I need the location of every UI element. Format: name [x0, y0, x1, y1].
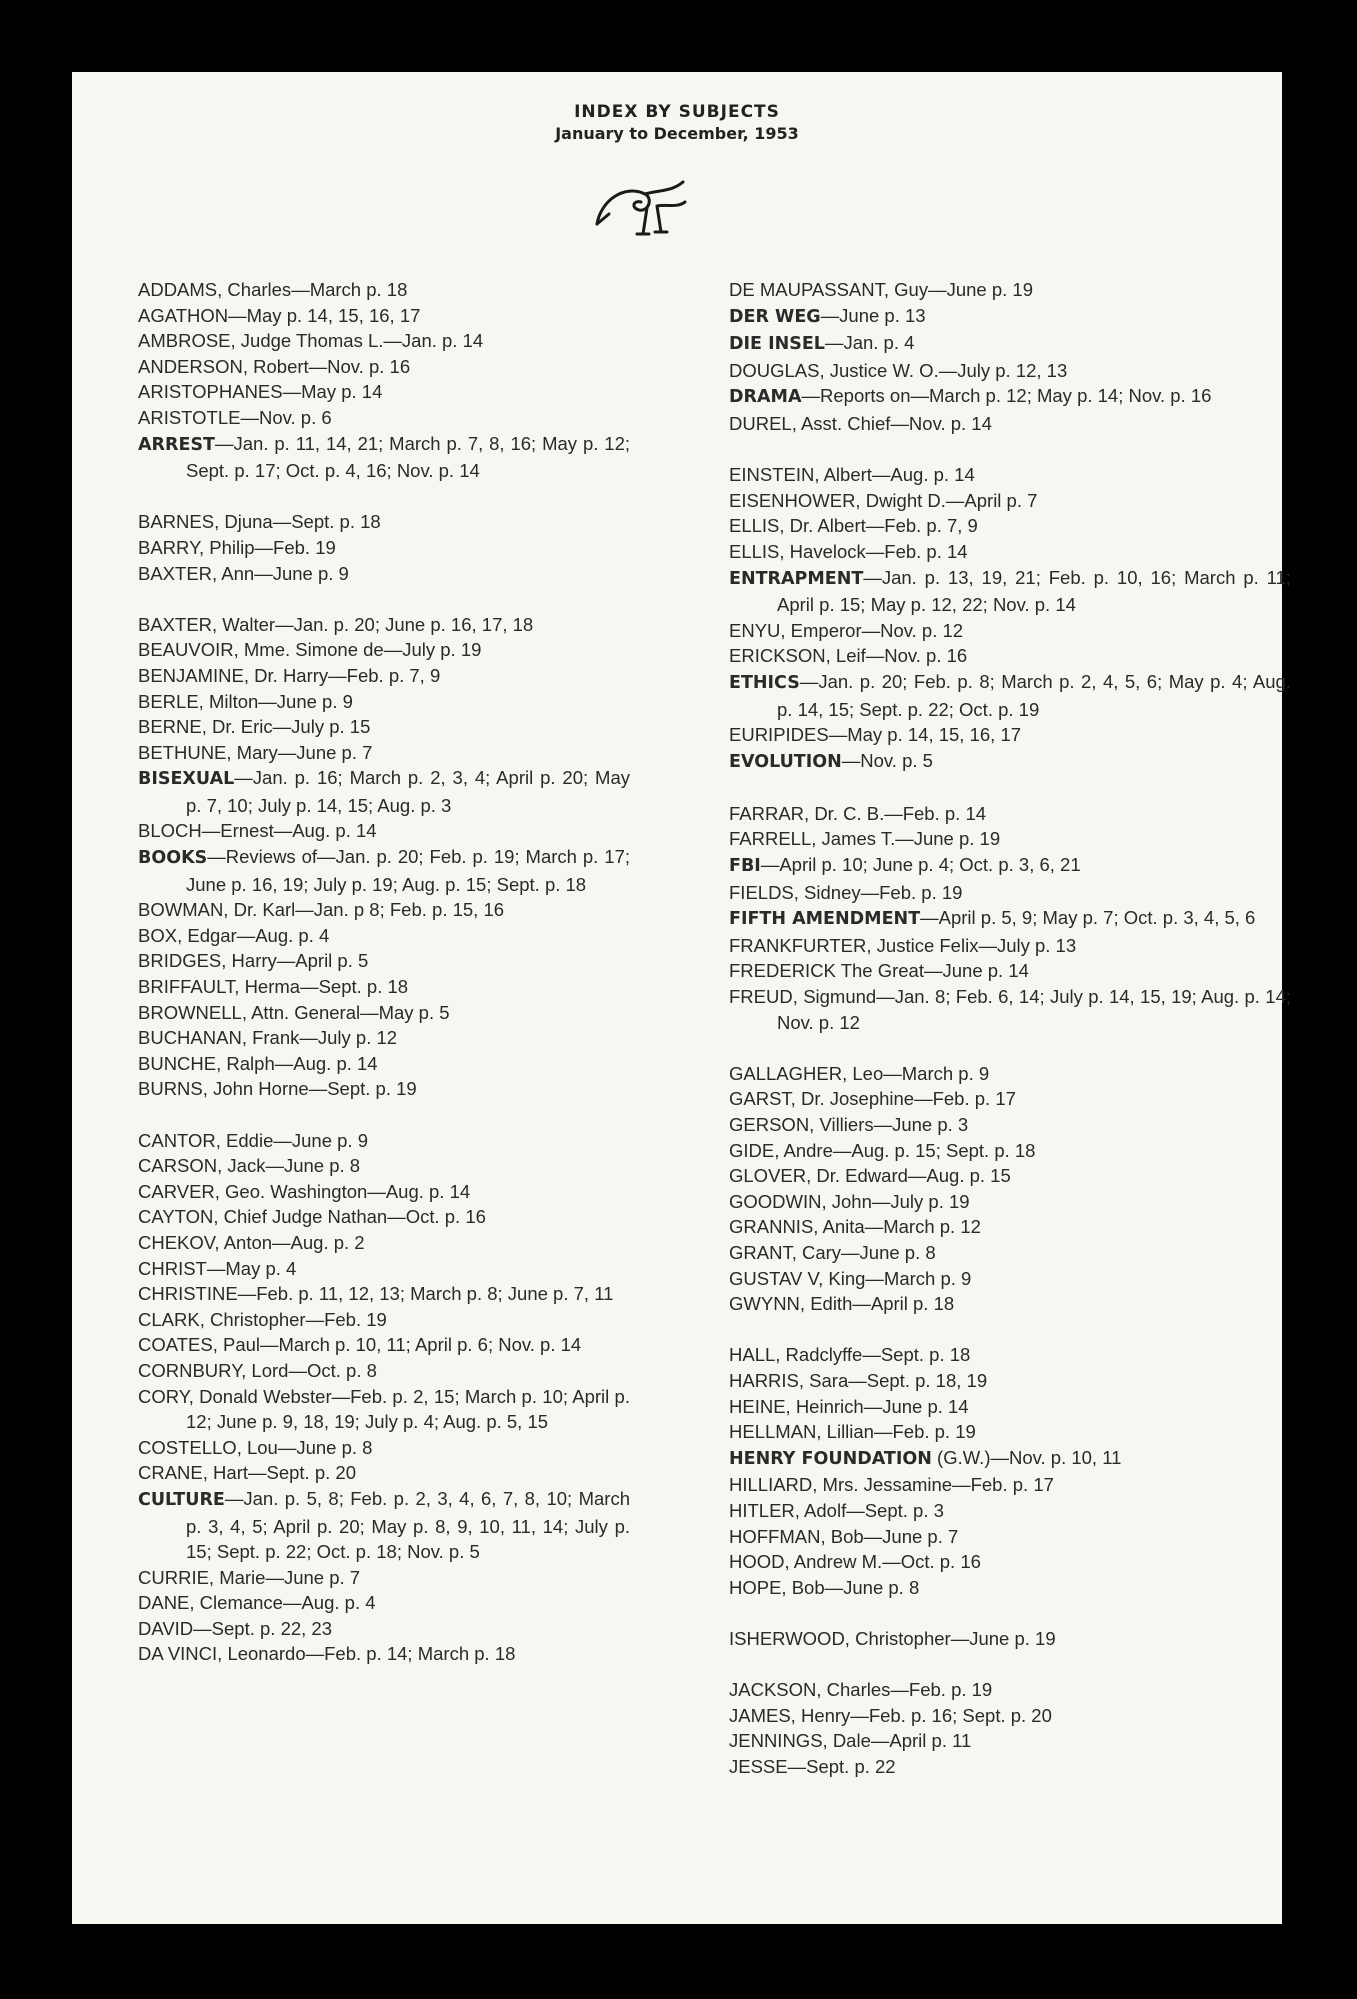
entry-references: —Feb. p. 19 [873, 1421, 976, 1443]
entry-spacer [729, 1035, 1291, 1061]
entry-references: —Nov. p. 6 [240, 406, 332, 428]
entry-references: (G.W.)—Nov. p. 10, 11 [931, 1446, 1122, 1468]
entry-references: —Jan. p. 14 [383, 330, 484, 352]
index-entry [729, 669, 1291, 722]
entry-references: —Oct. p. 16 [882, 1551, 981, 1573]
entry-references: —April p. 10; June p. 4; Oct. p. 3, 6, 21 [760, 854, 1081, 876]
index-column-right [729, 277, 1291, 1779]
entry-spacer [729, 437, 1291, 463]
entry-references: —Nov. p. 16 [308, 355, 411, 377]
entry-subject: BAXTER, Ann [138, 562, 255, 584]
entry-references: —Aug. p. 4 [282, 1592, 376, 1614]
index-entry [138, 1076, 630, 1102]
entry-subject: HITLER, Adolf [729, 1499, 847, 1521]
entry-references: —June p. 9 [258, 690, 353, 712]
entry-subject: HENRY FOUNDATION [729, 1448, 932, 1469]
entry-subject: BOWMAN, Dr. Karl [138, 899, 296, 921]
entry-references: —Sept. p. 20 [248, 1462, 356, 1484]
entry-references: —May p. 5 [360, 1001, 450, 1023]
entry-subject: DOUGLAS, Justice W. O. [729, 359, 939, 381]
index-entry [729, 1728, 1291, 1754]
entry-references: —June p. 7 [863, 1525, 959, 1547]
entry-subject: ARREST [138, 434, 215, 455]
entry-references: —June p. 8 [841, 1241, 936, 1263]
entry-subject: HALL, Radclyffe [729, 1344, 863, 1366]
entry-subject: DAVID [138, 1617, 194, 1639]
entry-subject: CARSON, Jack [138, 1155, 266, 1177]
entry-spacer [138, 484, 630, 510]
index-entry [729, 1549, 1291, 1575]
entry-references: —Feb. p. 19 [860, 881, 963, 903]
index-entry [138, 923, 630, 949]
entry-references: —Sept. p. 18 [862, 1344, 971, 1366]
entry-references: —Feb. p. 17 [952, 1474, 1054, 1496]
index-entry [729, 277, 1291, 303]
page-title: INDEX BY SUBJECTS [574, 102, 780, 122]
index-entry [729, 905, 1291, 933]
entry-subject: BETHUNE, Mary [138, 741, 278, 763]
entry-references: —April p. 18 [852, 1293, 955, 1315]
entry-references: —July p. 15 [272, 716, 371, 738]
entry-references: —Sept. p. 3 [846, 1499, 944, 1521]
entry-references: —March p. 9 [883, 1062, 990, 1084]
index-entry [138, 535, 630, 561]
index-entry [138, 1641, 630, 1667]
entry-references: —Aug. p. 14 [274, 1052, 378, 1074]
entry-subject: ADDAMS, Charles [138, 279, 292, 300]
index-entry [138, 1128, 630, 1154]
index-entry [729, 643, 1291, 669]
index-entry [729, 1163, 1291, 1189]
entry-subject: CAYTON, Chief Judge Nathan [138, 1206, 388, 1228]
entry-subject: GALLAGHER, Leo [729, 1062, 884, 1084]
index-entry [729, 1703, 1291, 1729]
index-entry [729, 330, 1291, 358]
index-entry [138, 1486, 630, 1565]
entry-subject: BEAUVOIR, Mme. Simone de [138, 639, 384, 661]
entry-references: —June p. 19 [928, 279, 1033, 300]
entry-references: —Jan. p. 13, 19, 21; Feb. p. 10, 16; March p. 11; April p. 15; May p. 12, 22; Nov. p. 14 [777, 566, 1291, 616]
entry-references: —July p. 19 [871, 1190, 970, 1212]
entry-subject: CURRIE, Marie [138, 1566, 266, 1588]
index-entry [138, 1179, 630, 1205]
entry-subject: CORY, Donald Webster [138, 1385, 332, 1407]
entry-references: —May p. 14, 15, 16, 17 [828, 724, 1022, 746]
entry-references: —Sept. p. 18 [300, 976, 409, 998]
entry-subject: HEINE, Heinrich [729, 1395, 864, 1417]
index-entry [729, 1291, 1291, 1317]
entry-subject: GRANNIS, Anita [729, 1216, 865, 1238]
entry-references: —Nov. p. 14 [890, 412, 992, 434]
entry-references: —Sept. p. 22 [787, 1755, 896, 1777]
entry-subject: BUCHANAN, Frank [138, 1027, 300, 1049]
entry-subject: HILLIARD, Mrs. Jessamine [729, 1474, 953, 1496]
entry-spacer [729, 1600, 1291, 1626]
entry-subject: EISENHOWER, Dwight D. [729, 489, 946, 511]
index-entry [729, 462, 1291, 488]
entry-references: —Aug. p. 14 [871, 464, 975, 486]
index-entry [729, 1626, 1291, 1652]
entry-subject: CULTURE [138, 1489, 225, 1510]
bird-mark-icon [587, 172, 697, 247]
entry-references: —June p. 7 [265, 1566, 361, 1588]
entry-subject: ERICKSON, Leif [729, 645, 866, 667]
index-entry [729, 539, 1291, 565]
index-entry [138, 509, 630, 535]
index-entry [138, 328, 630, 354]
entry-spacer [138, 586, 630, 612]
entry-subject: BUNCHE, Ralph [138, 1052, 275, 1074]
entry-subject: BOOKS [138, 848, 208, 869]
entry-subject: ANDERSON, Robert [138, 355, 309, 377]
entry-references: —Feb. p. 11, 12, 13; March p. 8; June p. 7, 11 [237, 1283, 614, 1305]
entry-subject: AGATHON [138, 304, 229, 326]
entry-references: —July p. 13 [978, 934, 1077, 956]
entry-subject: ENTRAPMENT [729, 568, 864, 589]
index-entry [729, 1445, 1291, 1473]
index-entry [138, 277, 630, 303]
entry-subject: GUSTAV V, King [729, 1267, 866, 1289]
entry-references: —June p. 8 [277, 1436, 373, 1458]
index-entry [729, 933, 1291, 959]
entry-references: —July p. 19 [383, 639, 482, 661]
entry-references: —Oct. p. 16 [387, 1206, 486, 1228]
entry-references: —Aug. p. 14 [367, 1180, 471, 1202]
index-entry [138, 1153, 630, 1179]
entry-references: —Nov. p. 16 [865, 645, 968, 667]
entry-subject: HOFFMAN, Bob [729, 1525, 864, 1547]
entry-subject: JESSE [729, 1755, 788, 1777]
index-entry [729, 1342, 1291, 1368]
index-entry [729, 1754, 1291, 1780]
index-entry [138, 1616, 630, 1642]
entry-references: —Feb. p. 14 [865, 540, 968, 562]
entry-references: —Reports on—March p. 12; May p. 14; Nov. p. 16 [801, 385, 1212, 407]
entry-subject: CARVER, Geo. Washington [138, 1180, 368, 1202]
entry-references: —Reviews of—Jan. p. 20; Feb. p. 19; March p. 17; June p. 16, 19; July p. 19; Aug. p. 15; Sept. p. 18 [186, 846, 630, 895]
entry-references: —June p. 19 [950, 1627, 1056, 1649]
entry-subject: ELLIS, Dr. Albert [729, 515, 866, 537]
entry-subject: BROWNELL, Attn. General [138, 1001, 361, 1023]
entry-references: —June p. 9 [273, 1129, 368, 1151]
index-entry [138, 431, 630, 484]
entry-references: —April p. 5, 9; May p. 7; Oct. p. 3, 4, 5, 6 [920, 907, 1256, 929]
entry-subject: GARST, Dr. Josephine [729, 1088, 915, 1110]
index-entry [138, 561, 630, 587]
entry-references: —Jan. p. 20; Feb. p. 8; March p. 2, 4, 5, 6; May p. 4; Aug. p. 14, 15; Sept. p. 22; Oct. p. 19 [777, 670, 1291, 720]
index-entry [729, 1214, 1291, 1240]
index-entry [138, 354, 630, 380]
entry-references: —Aug. p. 4 [236, 924, 330, 946]
entry-references: —Ernest—Aug. p. 14 [201, 820, 377, 842]
entry-references: —Jan. 8; Feb. 6, 14; July p. 14, 15, 19; Aug. p. 14; Nov. p. 12 [777, 986, 1292, 1033]
index-entry [729, 852, 1291, 880]
index-entry [729, 1498, 1291, 1524]
index-entry [138, 1307, 630, 1333]
index-entry [729, 618, 1291, 644]
entry-subject: FARRAR, Dr. C. B. [729, 802, 885, 824]
index-entry [729, 411, 1291, 437]
entry-references: —Feb. p. 7, 9 [328, 664, 441, 686]
entry-subject: BRIFFAULT, Herma [138, 976, 301, 998]
index-entry [138, 948, 630, 974]
entry-subject: BERNE, Dr. Eric [138, 716, 273, 738]
entry-references: —Feb. p. 19 [890, 1679, 993, 1701]
entry-subject: HARRIS, Sara [729, 1369, 849, 1391]
entry-subject: ENYU, Emperor [729, 619, 862, 641]
entry-subject: ARISTOTLE [138, 406, 241, 428]
entry-references: —May p. 14 [282, 381, 383, 403]
entry-subject: JACKSON, Charles [729, 1679, 891, 1701]
entry-subject: BENJAMINE, Dr. Harry [138, 664, 329, 686]
entry-references: —March p. 9 [865, 1267, 972, 1289]
index-entry [138, 714, 630, 740]
entry-references: —March p. 10, 11; April p. 6; Nov. p. 14 [260, 1334, 582, 1356]
entry-subject: GIDE, Andre [729, 1139, 833, 1161]
entry-spacer [138, 1102, 630, 1128]
index-entry [138, 765, 630, 818]
entry-subject: CRANE, Hart [138, 1462, 248, 1484]
entry-references: —Aug. p. 15; Sept. p. 18 [832, 1139, 1036, 1161]
index-entry [138, 1204, 630, 1230]
index-entry [138, 637, 630, 663]
index-entry [729, 1061, 1291, 1087]
index-entry [138, 1358, 630, 1384]
entry-subject: DER WEG [729, 306, 821, 327]
index-entry [138, 1460, 630, 1486]
entry-subject: FIELDS, Sidney [729, 881, 861, 903]
index-entry [138, 303, 630, 329]
index-entry [138, 1565, 630, 1591]
entry-references: —Sept. p. 19 [308, 1078, 417, 1100]
index-entry [729, 1677, 1291, 1703]
entry-subject: CANTOR, Eddie [138, 1129, 274, 1151]
entry-references: —June p. 3 [873, 1114, 969, 1135]
entry-subject: ARISTOPHANES [138, 381, 283, 403]
index-entry [138, 1590, 630, 1616]
entry-subject: CHRISTINE [138, 1283, 238, 1305]
index-entry [138, 612, 630, 638]
index-entry [138, 405, 630, 431]
entry-subject: BOX, Edgar [138, 924, 237, 946]
entry-references: —Nov. p. 5 [841, 749, 933, 771]
entry-references: —Feb. p. 14 [884, 802, 987, 824]
entry-subject: BISEXUAL [138, 769, 235, 790]
index-entry [729, 383, 1291, 411]
index-entry [729, 1368, 1291, 1394]
index-entry [729, 303, 1291, 331]
index-entry [729, 358, 1291, 384]
index-entry [138, 1025, 630, 1051]
entry-subject: DA VINCI, Leonardo [138, 1643, 306, 1665]
entry-subject: BLOCH [138, 820, 202, 842]
entry-subject: COATES, Paul [138, 1334, 261, 1356]
index-entry [729, 984, 1291, 1035]
index-entry [729, 513, 1291, 539]
entry-references: —April p. 7 [945, 489, 1038, 511]
entry-subject: DIE INSEL [729, 334, 825, 355]
index-entry [729, 826, 1291, 852]
entry-references: —Oct. p. 8 [288, 1359, 377, 1381]
entry-subject: ETHICS [729, 672, 800, 693]
entry-references: —Feb. p. 16; Sept. p. 20 [850, 1704, 1052, 1726]
entry-subject: HOPE, Bob [729, 1576, 825, 1598]
entry-references: —Nov. p. 12 [861, 619, 964, 641]
entry-subject: EINSTEIN, Albert [729, 464, 872, 486]
entry-references: —Aug. p. 15 [907, 1165, 1011, 1187]
entry-subject: AMBROSE, Judge Thomas L. [138, 330, 384, 352]
entry-subject: FRANKFURTER, Justice Felix [729, 934, 979, 956]
entry-references: —June p. 14 [924, 960, 1029, 982]
entry-references: —June p. 8 [824, 1576, 920, 1598]
entry-references: —Sept. p. 18 [272, 511, 381, 533]
entry-subject: BURNS, John Horne [138, 1078, 309, 1100]
index-entry [729, 1419, 1291, 1445]
index-entry [729, 1575, 1291, 1601]
index-entry [729, 488, 1291, 514]
entry-subject: ELLIS, Havelock [729, 540, 866, 562]
index-entry [729, 1112, 1291, 1138]
index-entry [138, 1384, 630, 1435]
index-entry [729, 565, 1291, 618]
entry-spacer [729, 1317, 1291, 1343]
index-entry [729, 1138, 1291, 1164]
entry-references: —June p. 19 [895, 828, 1001, 850]
entry-subject: GLOVER, Dr. Edward [729, 1165, 908, 1187]
entry-subject: DE MAUPASSANT, Guy [729, 279, 929, 300]
index-entry [729, 880, 1291, 906]
entry-references: —Sept. p. 22, 23 [193, 1617, 333, 1639]
entry-references: —Jan. p. 5, 8; Feb. p. 2, 3, 4, 6, 7, 8, 10; March p. 3, 4, 5; April p. 20; May p. 8, 9, 10, 11, 14; July p. 15; Sept. p. 22; Oct. p. 18; Nov. p. 5 [186, 1487, 630, 1563]
index-entry [729, 1524, 1291, 1550]
index-entry [138, 689, 630, 715]
index-entry [729, 801, 1291, 827]
entry-references: —Feb. 19 [254, 536, 336, 558]
entry-subject: BRIDGES, Harry [138, 950, 277, 972]
entry-references: —Aug. p. 2 [272, 1231, 365, 1253]
index-column-left [138, 277, 630, 1667]
entry-subject: FBI [729, 856, 761, 877]
entry-subject: DANE, Clemance [138, 1592, 283, 1614]
entry-subject: COSTELLO, Lou [138, 1436, 278, 1458]
index-entry [729, 1086, 1291, 1112]
index-entry [729, 1472, 1291, 1498]
entry-subject: CHEKOV, Anton [138, 1231, 273, 1253]
entry-references: —Jan. p. 20; June p. 16, 17, 18 [275, 613, 534, 635]
index-entry [729, 1240, 1291, 1266]
index-entry [138, 1281, 630, 1307]
entry-subject: CLARK, Christopher [138, 1308, 306, 1330]
entry-subject: CHRIST [138, 1257, 207, 1279]
entry-references: —Jan. p 8; Feb. p. 15, 16 [295, 899, 505, 921]
index-entry [138, 974, 630, 1000]
entry-subject: FARRELL, James T. [729, 828, 896, 850]
index-entry [729, 1189, 1291, 1215]
entry-subject: HOOD, Andrew M. [729, 1551, 883, 1573]
entry-subject: GWYNN, Edith [729, 1293, 853, 1315]
index-entry [138, 663, 630, 689]
entry-subject: DRAMA [729, 387, 802, 408]
entry-subject: DUREL, Asst. Chief [729, 412, 891, 434]
index-entry [138, 844, 630, 897]
entry-references: —May p. 4 [206, 1257, 297, 1279]
index-entry [138, 818, 630, 844]
entry-references: —June p. 13 [820, 304, 926, 326]
entry-references: —Feb. p. 2, 15; March p. 10; April p. 12; June p. 9, 18, 19; July p. 4; Aug. p. 5, 15 [186, 1385, 630, 1433]
entry-references: —Feb. p. 17 [914, 1088, 1016, 1110]
entry-references: —April p. 5 [276, 950, 369, 972]
entry-references: —March p. 12 [864, 1216, 981, 1238]
entry-subject: BARNES, Djuna [138, 511, 273, 533]
entry-subject: ISHERWOOD, Christopher [729, 1627, 951, 1649]
entry-references: —Sept. p. 18, 19 [848, 1369, 988, 1391]
entry-subject: GRANT, Cary [729, 1241, 842, 1263]
entry-subject: EURIPIDES [729, 724, 829, 746]
entry-references: —July p. 12 [299, 1027, 398, 1049]
entry-references: —Feb. p. 14; March p. 18 [305, 1643, 516, 1665]
entry-references: —June p. 14 [863, 1395, 969, 1417]
index-entry [138, 1435, 630, 1461]
index-entry [729, 748, 1291, 776]
entry-references: —Jan. p. 11, 14, 21; March p. 7, 8, 16; May p. 12; Sept. p. 17; Oct. p. 4, 16; Nov. p. 14 [186, 432, 630, 482]
entry-subject: BERLE, Milton [138, 690, 259, 712]
page-subtitle: January to December, 1953 [555, 124, 799, 143]
index-entry [138, 1230, 630, 1256]
entry-subject: FREUD, Sigmund [729, 986, 877, 1008]
entry-subject: BAXTER, Walter [138, 613, 276, 635]
index-entry [729, 722, 1291, 748]
page-header [72, 102, 1282, 143]
entry-references: —May p. 14, 15, 16, 17 [228, 304, 421, 326]
index-page [72, 72, 1292, 1924]
entry-references: —April p. 11 [870, 1730, 972, 1752]
entry-subject: FREDERICK The Great [729, 960, 924, 982]
entry-references: —June p. 9 [254, 562, 349, 584]
entry-references: —June p. 7 [277, 741, 373, 763]
index-entry [729, 1266, 1291, 1292]
entry-subject: HELLMAN, Lillian [729, 1421, 874, 1443]
entry-subject: EVOLUTION [729, 751, 842, 772]
entry-spacer [729, 775, 1291, 801]
entry-subject: GERSON, Villiers [729, 1114, 874, 1135]
index-entry [729, 1394, 1291, 1420]
entry-subject: BARRY, Philip [138, 536, 255, 558]
entry-references: —Feb. 19 [305, 1308, 387, 1330]
index-entry [138, 1256, 630, 1282]
entry-subject: JAMES, Henry [729, 1704, 851, 1726]
entry-subject: JENNINGS, Dale [729, 1730, 871, 1752]
entry-references: —June p. 8 [265, 1155, 361, 1177]
entry-references: —July p. 12, 13 [938, 359, 1068, 381]
entry-spacer [729, 1651, 1291, 1677]
entry-references: —Jan. p. 4 [824, 332, 915, 354]
entry-subject: GOODWIN, John [729, 1190, 872, 1212]
index-entry [138, 1051, 630, 1077]
entry-references: —Feb. p. 7, 9 [865, 515, 978, 537]
index-entry [138, 379, 630, 405]
index-entry [138, 897, 630, 923]
index-entry [729, 958, 1291, 984]
index-entry [138, 1332, 630, 1358]
entry-references: —Jan. p. 16; March p. 2, 3, 4; April p. 20; May p. 7, 10; July p. 14, 15; Aug. p. 3 [186, 767, 630, 816]
index-entry [138, 740, 630, 766]
index-entry [138, 1000, 630, 1026]
entry-subject: CORNBURY, Lord [138, 1359, 289, 1381]
entry-references: —March p. 18 [291, 279, 408, 300]
entry-subject: FIFTH AMENDMENT [729, 909, 921, 930]
